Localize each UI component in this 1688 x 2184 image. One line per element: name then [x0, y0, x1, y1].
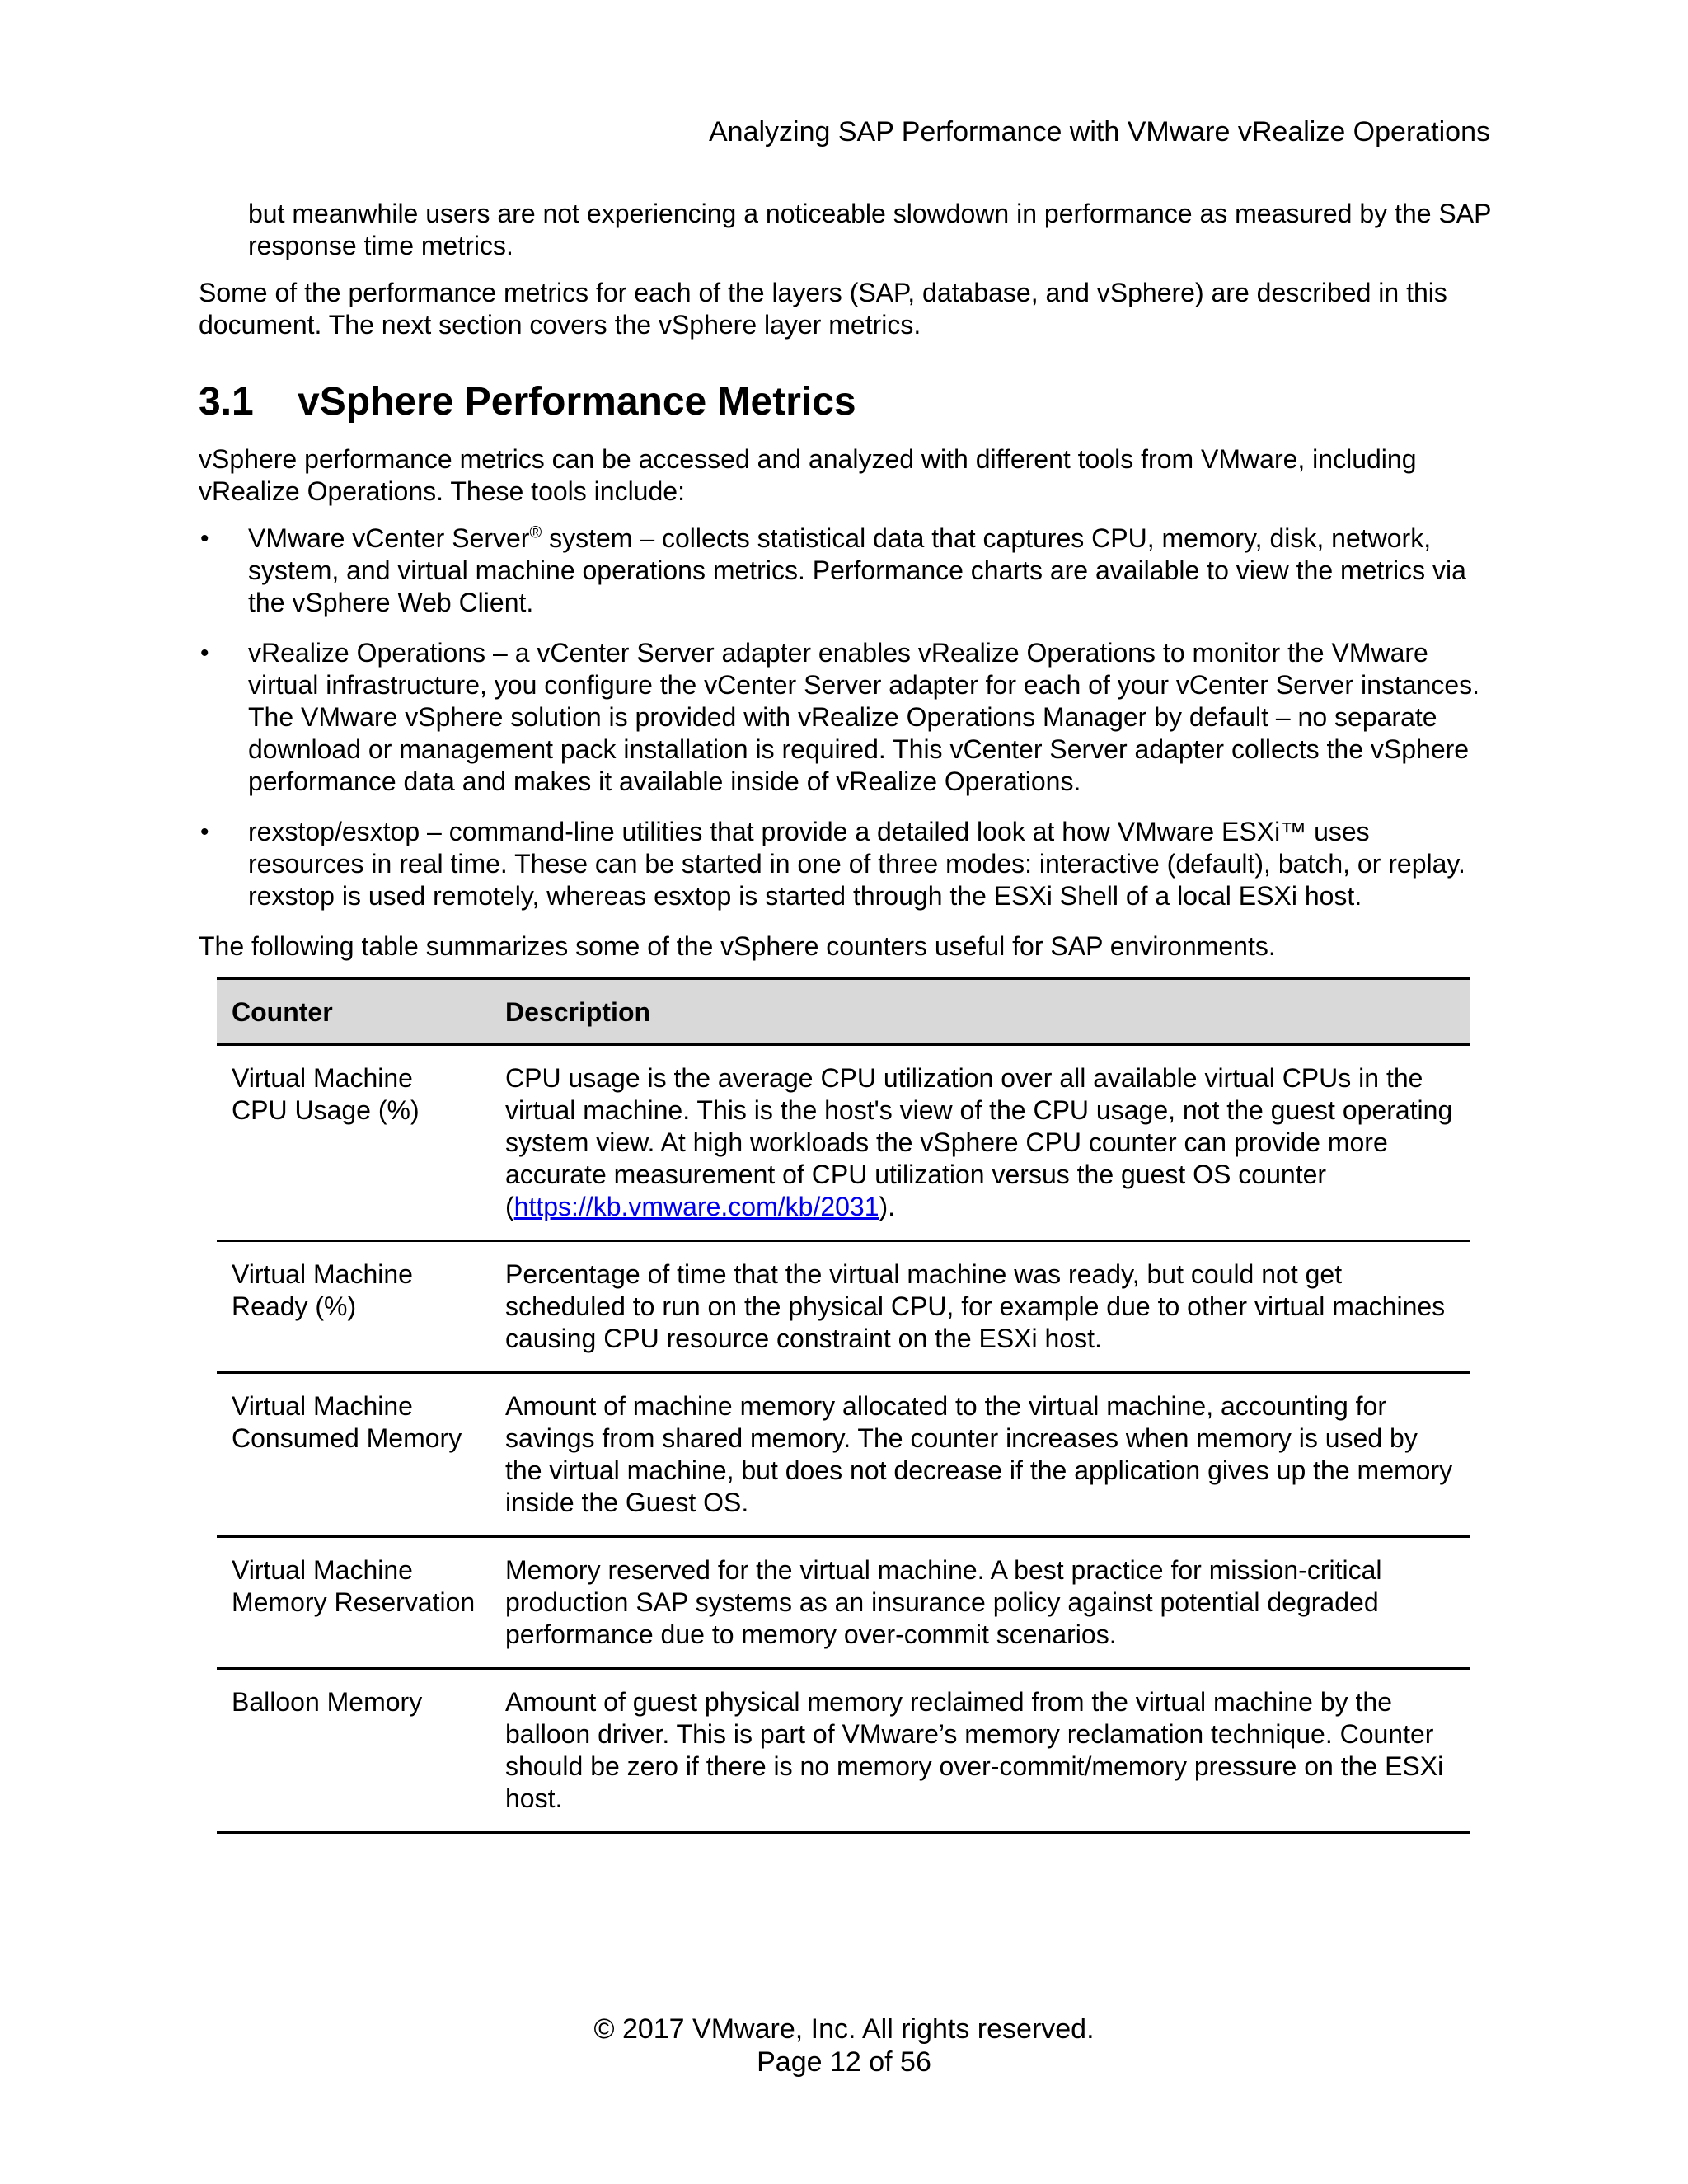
bullet-vcenter-text: system – collects statistical data that captures CPU, memory, disk, network, system, and virtual machine operations metrics. Performance charts are available to view the metrics via the vSphere Web Client. [248, 523, 1466, 617]
section-heading [199, 379, 1493, 425]
counter-cell: Virtual Machine CPU Usage (%) [217, 1045, 490, 1241]
table-row [217, 1241, 1470, 1373]
counter-cell: Balloon Memory [217, 1669, 490, 1833]
column-header-counter: Counter [217, 979, 490, 1045]
copyright-notice: © 2017 VMware, Inc. All rights reserved. [593, 2013, 1095, 2045]
table-row [217, 1669, 1470, 1833]
section-number: 3.1 [199, 380, 254, 424]
section-title: vSphere Performance Metrics [298, 380, 856, 424]
running-header: Analyzing SAP Performance with VMware vRealize Operations [708, 116, 1490, 148]
section-intro-paragraph: vSphere performance metrics can be accessed and analyzed with different tools from VMware, including vRealize Operations. These tools include: [199, 444, 1417, 506]
vsphere-counters-table [217, 977, 1470, 1834]
description-cell [490, 1045, 1470, 1241]
description-text-end: ). [879, 1192, 896, 1221]
bullet-item-vrealize [199, 637, 1493, 798]
bullet-item-esxtop [199, 816, 1493, 912]
summary-paragraph: Some of the performance metrics for each of the layers (SAP, database, and vSphere) are described in this document. The next section covers the vSphere layer metrics. [199, 278, 1447, 340]
description-cell: Amount of machine memory allocated to the virtual machine, accounting for savings from shared memory. The counter increases when memory is used by the virtual machine, but does not decrease if the application gives up the memory inside the Guest OS. [490, 1373, 1470, 1537]
tools-bullet-list [199, 523, 1493, 912]
table-row [217, 1373, 1470, 1537]
table-row [217, 1045, 1470, 1241]
table-intro-paragraph: The following table summarizes some of the vSphere counters useful for SAP environments. [199, 931, 1276, 961]
bullet-esxtop-text: rexstop/esxtop – command-line utilities that provide a detailed look at how VMware ESXi™ uses resources in real time. These can be started in one of three modes: interactive (default), batch, or replay. rexstop is used remotely, whereas esxtop is started through the ESXi Shell of a local ESXi host. [248, 817, 1465, 911]
counter-cell: Virtual Machine Memory Reservation [217, 1537, 490, 1669]
page-number: Page 12 of 56 [757, 2046, 931, 2078]
description-text: CPU usage is the average CPU utilization over all available virtual CPUs in the virtual machine. This is the host's view of the CPU usage, not the guest operating system view. At high workloads the vSphere CPU counter can provide more accurate measurement of CPU utilization versus the guest OS counter ( [505, 1063, 1453, 1221]
table-row [217, 1537, 1470, 1669]
registered-mark: ® [529, 523, 542, 542]
bullet-item-vcenter [199, 523, 1493, 619]
bullet-icon: • [200, 818, 209, 846]
counter-cell: Virtual Machine Consumed Memory [217, 1373, 490, 1537]
counter-cell: Virtual Machine Ready (%) [217, 1241, 490, 1373]
kb-article-link[interactable]: https://kb.vmware.com/kb/2031 [513, 1192, 879, 1221]
bullet-vrealize-text: vRealize Operations – a vCenter Server adapter enables vRealize Operations to monitor the VMware virtual infrastructure, you configure the vCenter Server adapter for each of your vCenter Server instances. The VMware vSphere solution is provided with vRealize Operations Manager by default – no separate download or management pack installation is required. This vCenter Server adapter collects the vSphere performance data and makes it available inside of vRealize Operations. [248, 638, 1480, 796]
table-header-row [217, 979, 1470, 1045]
bullet-vcenter-lead: VMware vCenter Server [248, 523, 530, 553]
description-cell: Memory reserved for the virtual machine. A best practice for mission-critical production SAP systems as an insurance policy against potential degraded performance due to memory over-commit scenarios. [490, 1537, 1470, 1669]
description-cell: Percentage of time that the virtual machine was ready, but could not get scheduled to run on the physical CPU, for example due to other virtual machines causing CPU resource constraint on the ESXi host. [490, 1241, 1470, 1373]
page-footer [0, 2013, 1688, 2079]
bullet-icon: • [200, 640, 209, 667]
page-content [199, 198, 1493, 1834]
description-cell: Amount of guest physical memory reclaimed from the virtual machine by the balloon driver. This is part of VMware’s memory reclamation technique. Counter should be zero if there is no memory over-commit/memory pressure on the ESXi host. [490, 1669, 1470, 1833]
column-header-description: Description [490, 979, 1470, 1045]
bullet-icon: • [200, 525, 209, 552]
continuation-paragraph: but meanwhile users are not experiencing a noticeable slowdown in performance as measured by the SAP response time metrics. [248, 199, 1491, 260]
